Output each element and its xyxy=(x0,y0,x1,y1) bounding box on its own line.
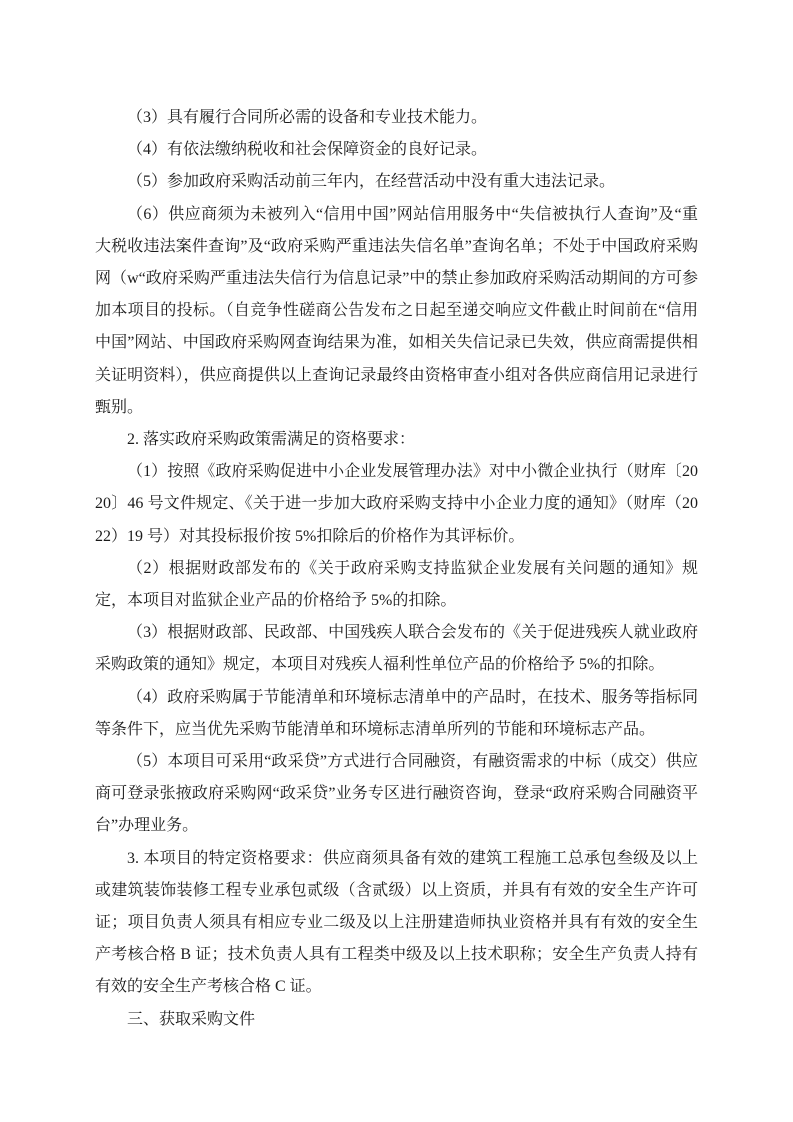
paragraph-specific-qualifications: 3. 本项目的特定资格要求：供应商须具备有效的建筑工程施工总承包叁级及以上或建筑装饰装修工程专业承包贰级（含贰级）以上资质，并具有有效的安全生产许可证；项目负责人须具有相应专业二级及以上注册建造师执业资格并具有有效的安全生产考核合格 B 证；技术负责人具有工程类中级及以上技术职称；安全生产负责人持有有效的安全生产考核合格 C 证。 xyxy=(95,849,698,996)
paragraph-equipment-capability: （3）具有履行合同所必需的设备和专业技术能力。 xyxy=(127,109,488,126)
paragraph-tax-social-security: （4）有依法缴纳税收和社会保障资金的良好记录。 xyxy=(127,141,488,159)
paragraph-credit-china-requirement: （6）供应商须为未被列入“信用中国”网站信用服务中“失信被执行人查询”及“重大税收违法案件查询”及“政府采购严重违法失信名单”查询名单；不处于中国政府采购网（w“政府采购严重违法失信行为信息记录”中的禁止参加政府采购活动期间的方可参加本项目的投标。（自竞争性磋商公告发布之日起至递交响应文件截止时间前在“信用中国”网站、中国政府采购网查询结果为准，如相关失信记录已失效，供应商需提供相关证明资料），供应商提供以上查询记录最终由资格审查小组对各供应商信用记录进行甄别。 xyxy=(95,205,698,416)
document-page xyxy=(95,102,698,1036)
paragraph-energy-saving-products: （4）政府采购属于节能清单和环境标志清单中的产品时，在技术、服务等指标同等条件下，应当优先采购节能清单和环境标志清单所列的节能和环境标志产品。 xyxy=(95,688,698,738)
section-heading-obtain-documents: 三、获取采购文件 xyxy=(127,1010,256,1028)
paragraph-procurement-loan: （5）本项目可采用“政采贷”方式进行合同融资，有融资需求的中标（成交）供应商可登录张掖政府采购网“政采贷”业务专区进行融资咨询，登录“政府采购合同融资平台”办理业务。 xyxy=(95,753,698,835)
paragraph-policy-requirements-title: 2. 落实政府采购政策需满足的资格要求： xyxy=(127,431,416,449)
paragraph-prison-enterprise-deduction: （2）根据财政部发布的《关于政府采购支持监狱企业发展有关问题的通知》规定，本项目对监狱企业产品的价格给予 5%的扣除。 xyxy=(95,559,698,610)
paragraph-disabled-welfare-deduction: （3）根据财政部、民政部、中国残疾人联合会发布的《关于促进残疾人就业政府采购政策的通知》规定，本项目对残疾人福利性单位产品的价格给予 5%的扣除。 xyxy=(95,624,698,674)
paragraph-no-violation-record: （5）参加政府采购活动前三年内，在经营活动中没有重大违法记录。 xyxy=(127,173,616,191)
paragraph-sme-price-deduction: （1）按照《政府采购促进中小企业发展管理办法》对中小微企业执行（财库〔2020〕46 号文件规定、《关于进一步加大政府采购支持中小企业力度的通知》（财库（2022）19 号）对其投标报价按 5%扣除后的价格作为其评标价。 xyxy=(95,463,698,545)
